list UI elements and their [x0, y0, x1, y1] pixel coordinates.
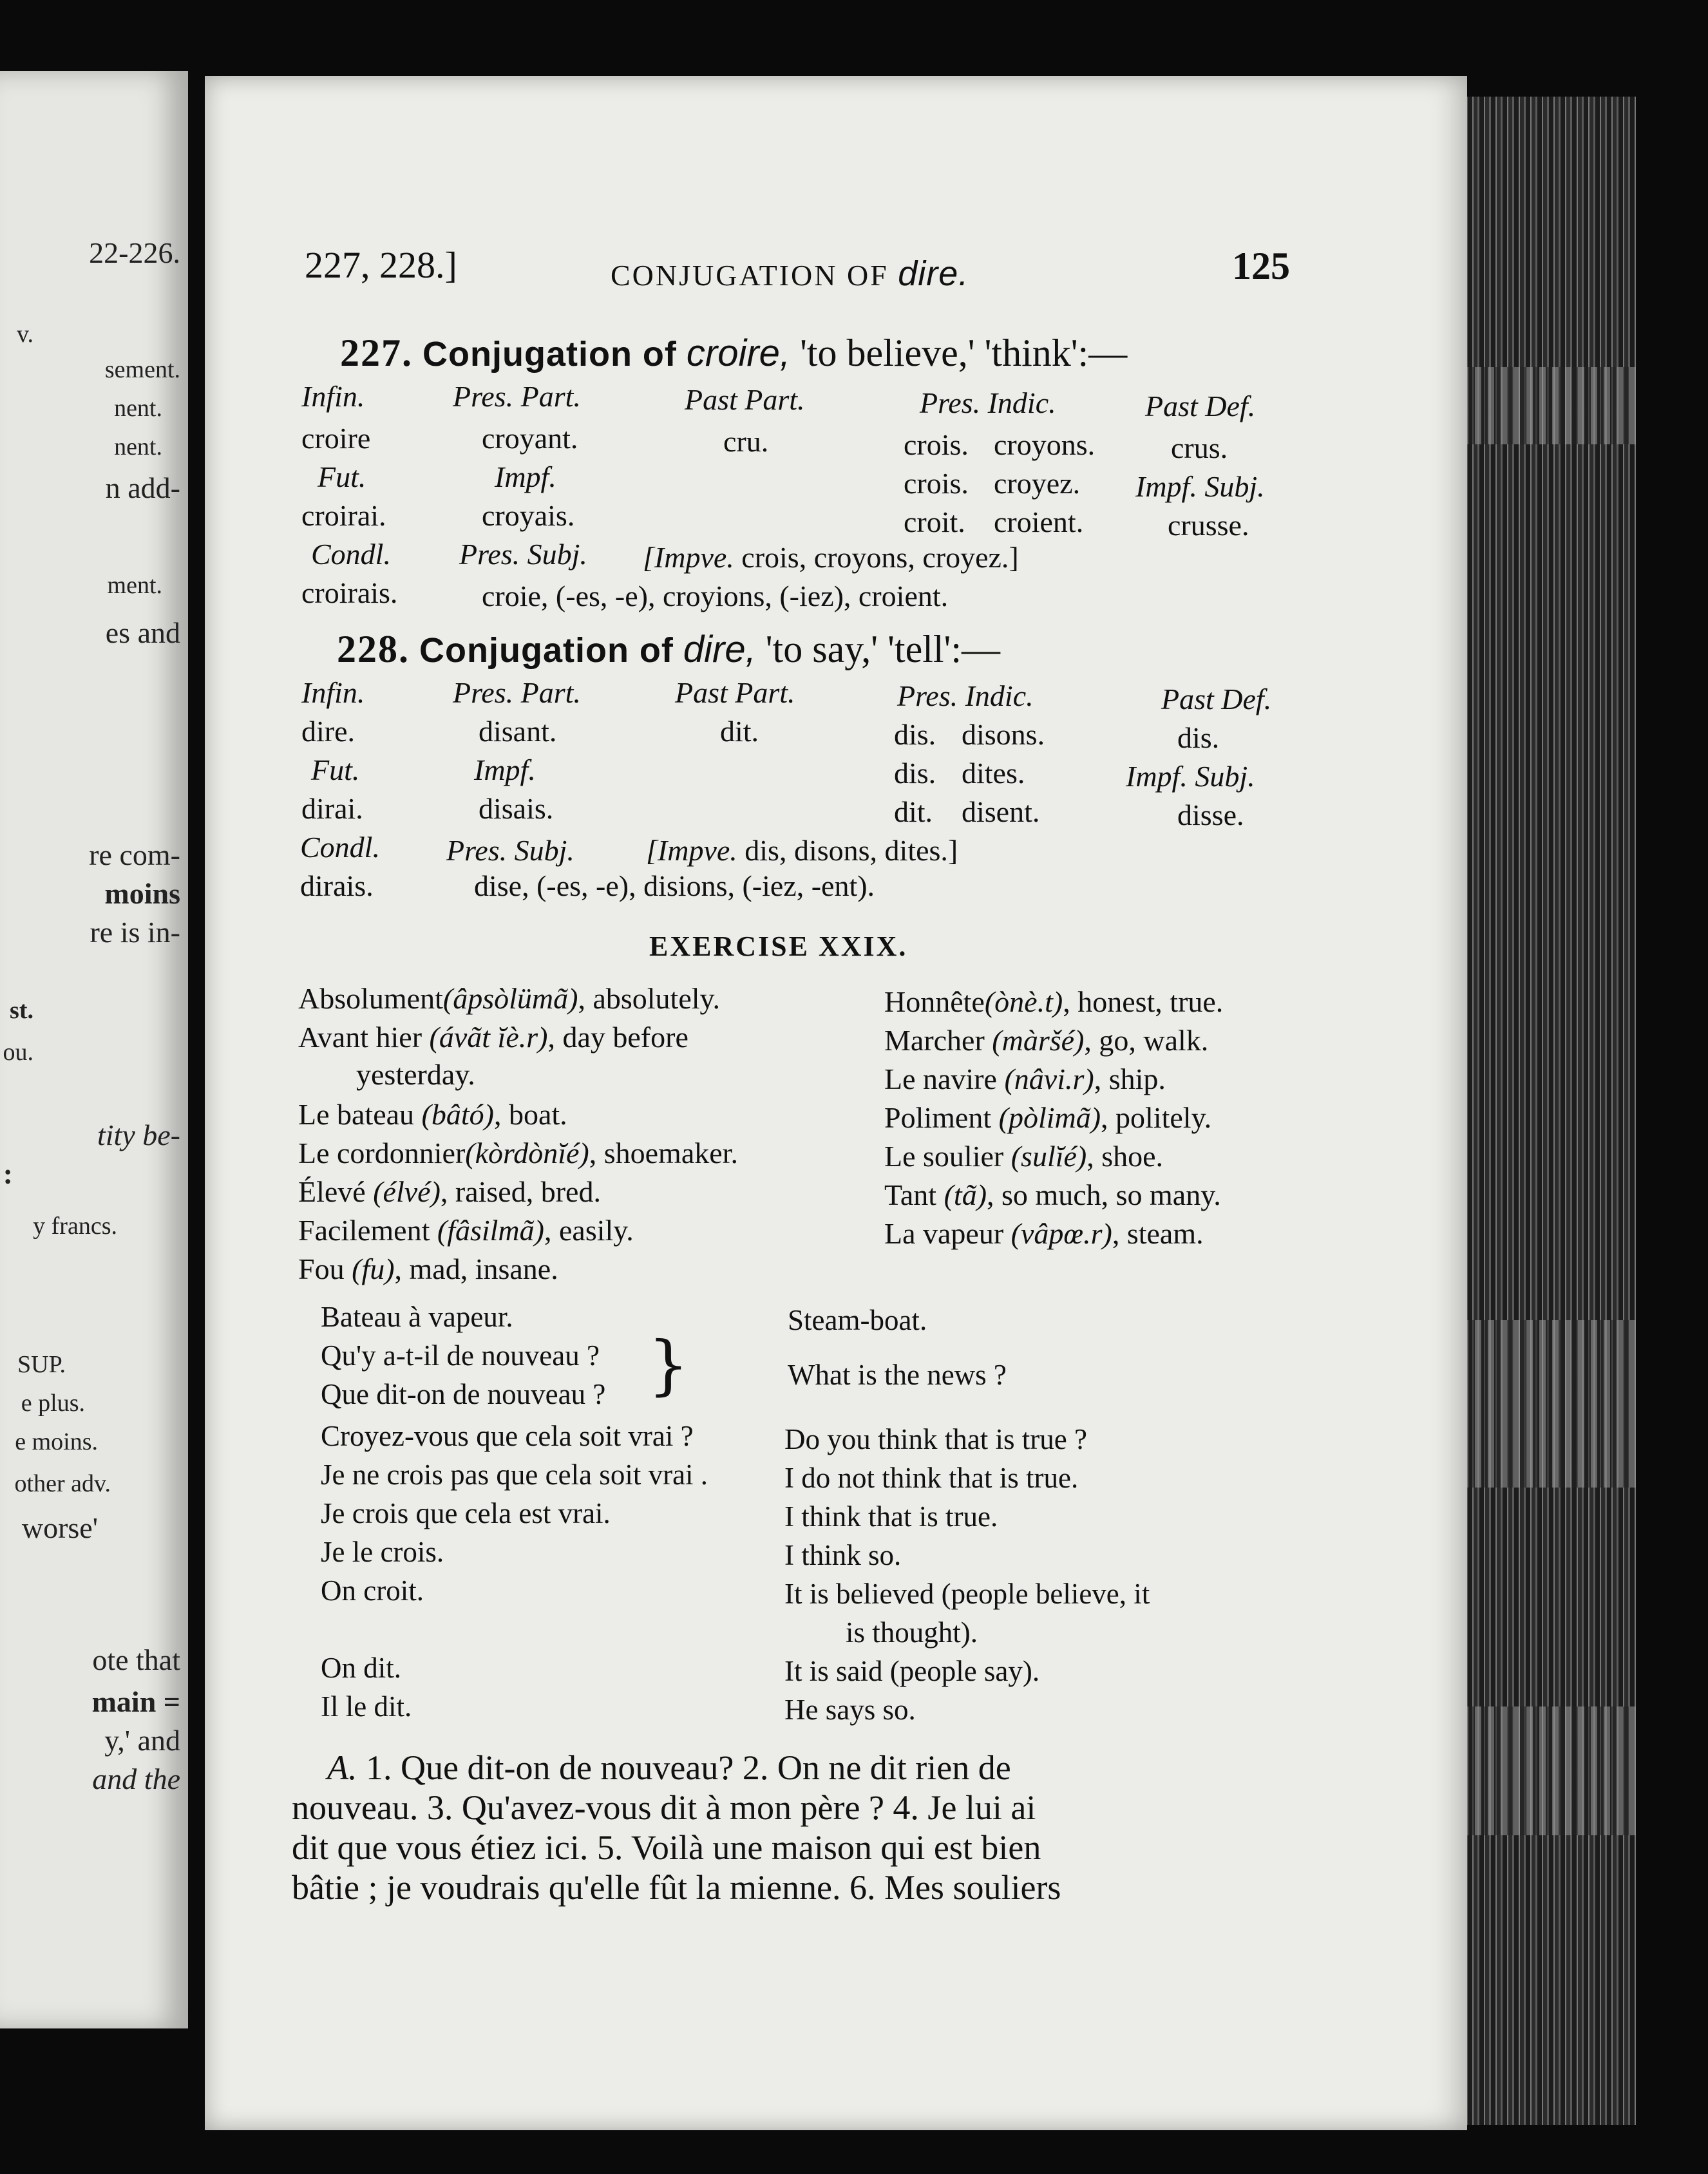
phrase-en: I think that is true. — [784, 1500, 998, 1533]
vocab-meaning: , mad, insane. — [394, 1252, 558, 1285]
vocab-pronunciation: (màršé) — [992, 1024, 1085, 1057]
impve-label: [Impve. — [643, 541, 734, 574]
hdr-infin: Infin. — [301, 380, 365, 413]
impf-subj-value: crusse. — [1168, 509, 1249, 542]
pres-subj-value: croie, (-es, -e), croyions, (-iez), croient. — [482, 580, 949, 612]
pres-indic-value: disons. — [962, 718, 1045, 751]
section-number: 228. — [337, 628, 410, 670]
condl-value: dirais. — [300, 869, 374, 902]
vocab-entry — [298, 1139, 738, 1168]
past-def-value: crus. — [1171, 431, 1228, 464]
vocab-entry — [884, 1103, 1211, 1133]
phrase-en: Steam-boat. — [788, 1304, 927, 1336]
vocab-word: Absolument — [298, 982, 443, 1015]
hdr-pres-part: Pres. Part. — [453, 676, 581, 709]
vocab-entry — [884, 1064, 1166, 1094]
running-head-section-range: 227, 228.] — [305, 244, 457, 286]
vocab-pronunciation: (sulĭé) — [1011, 1140, 1087, 1173]
vocab-meaning: , shoe. — [1086, 1140, 1164, 1173]
exercise-a-text: 1. Que dit-on de nouveau? 2. On ne dit rien de — [366, 1748, 1011, 1787]
pres-part-value: croyant. — [482, 422, 578, 455]
phrase-en: I think so. — [784, 1539, 902, 1571]
phrase-en: is thought). — [846, 1616, 978, 1649]
hdr-pres-indic: Pres. Indic. — [920, 386, 1056, 419]
left-fragment: and the — [92, 1763, 180, 1795]
pres-indic-value: disent. — [962, 795, 1040, 828]
pres-indic-value: croit. — [904, 506, 965, 538]
vocab-entry — [298, 1216, 634, 1245]
vocab-word: Marcher — [884, 1024, 985, 1057]
hdr-impf-subj: Impf. Subj. — [1135, 470, 1265, 503]
left-fragment: : — [3, 1157, 13, 1190]
hdr-fut: Fut. — [311, 753, 360, 786]
past-part-value: dit. — [720, 715, 759, 748]
pres-subj-value: dise, (-es, -e), disions, (-iez, -ent). — [474, 869, 875, 902]
left-fragment: n add- — [105, 471, 180, 504]
hdr-past-def: Past Def. — [1161, 683, 1272, 715]
left-fragment: main = — [91, 1685, 180, 1718]
vocab-pronunciation: (âpsòlümã) — [442, 982, 578, 1015]
vocab-pronunciation: (bâtó) — [421, 1098, 494, 1131]
vocab-meaning: , shoemaker. — [589, 1137, 738, 1169]
left-fragment: nent. — [114, 433, 162, 460]
vocab-word: Honnête — [884, 985, 985, 1018]
hdr-infin: Infin. — [301, 676, 365, 709]
adjacent-left-page — [0, 71, 188, 2028]
section-verb: dire, — [683, 629, 756, 670]
section-meaning: 'to believe,' 'think':— — [800, 332, 1128, 374]
vocab-entry — [884, 1219, 1204, 1249]
hdr-impf: Impf. — [495, 460, 556, 493]
right-brace: } — [648, 1327, 689, 1403]
left-fragment: e plus. — [21, 1390, 85, 1417]
vocab-word: Le soulier — [884, 1140, 1004, 1173]
hdr-fut: Fut. — [318, 460, 366, 493]
edge-band — [1462, 1320, 1636, 1488]
left-fragment: st. — [10, 997, 33, 1024]
infin-value: croire — [301, 422, 371, 455]
vocab-word: La vapeur — [884, 1217, 1004, 1250]
impve-label: [Impve. — [646, 834, 737, 867]
phrase-fr: On dit. — [321, 1652, 402, 1684]
vocab-entry — [298, 984, 720, 1014]
pres-indic-value: croient. — [994, 506, 1084, 538]
vocab-meaning: , so much, so many. — [987, 1178, 1221, 1211]
phrase-en: What is the news ? — [788, 1359, 1007, 1391]
vocab-word: Élevé — [298, 1175, 366, 1208]
impf-value: croyais. — [482, 499, 575, 532]
exercise-a-line — [292, 1790, 1036, 1825]
section-number: 227. — [340, 332, 413, 374]
page-number: 125 — [1232, 245, 1290, 287]
phrase-en: Do you think that is true ? — [784, 1423, 1087, 1455]
impf-value: disais. — [479, 792, 554, 825]
vocab-entry — [884, 1026, 1208, 1055]
phrase-en: It is believed (people believe, it — [784, 1578, 1150, 1610]
exercise-a-line — [327, 1750, 1011, 1785]
phrase-en: It is said (people say). — [784, 1655, 1040, 1687]
pres-indic-value: crois. — [904, 467, 969, 500]
impve-value: dis, disons, dites.] — [745, 834, 958, 867]
hdr-pres-part: Pres. Part. — [453, 380, 581, 413]
left-fragment: worse' — [21, 1511, 98, 1544]
pres-part-value: disant. — [479, 715, 557, 748]
vocab-meaning: , day before — [547, 1021, 688, 1054]
impve-value: crois, croyons, croyez.] — [741, 541, 1019, 574]
hdr-past-def: Past Def. — [1145, 390, 1256, 422]
vocab-meaning: , easily. — [544, 1214, 634, 1247]
pres-indic-value: croyons. — [994, 428, 1096, 461]
vocab-word: Tant — [884, 1178, 937, 1211]
section-verb: croire, — [686, 332, 791, 374]
fut-value: dirai. — [301, 792, 363, 825]
vocab-meaning: , honest, true. — [1063, 985, 1224, 1018]
impve-row — [643, 543, 1019, 572]
vocab-entry-continued — [356, 1060, 475, 1090]
past-def-value: dis. — [1177, 721, 1220, 754]
vocab-pronunciation: (ávãt ĭè.r) — [429, 1021, 548, 1054]
running-head-title — [611, 256, 969, 291]
vocab-word: Le cordonnier — [298, 1137, 466, 1169]
left-fragment: re is in- — [90, 916, 180, 949]
vocab-pronunciation: (fu) — [352, 1252, 395, 1285]
vocab-pronunciation: (kòrdònĭé) — [465, 1137, 589, 1169]
phrase-fr: Qu'y a-t-il de nouveau ? — [321, 1339, 600, 1372]
left-fragment: other adv. — [14, 1470, 111, 1497]
past-part-value: cru. — [723, 425, 769, 458]
impf-subj-value: disse. — [1177, 799, 1244, 831]
pres-indic-value: croyez. — [994, 467, 1081, 500]
hdr-impf-subj: Impf. Subj. — [1126, 760, 1255, 793]
left-fragment: y francs. — [33, 1213, 117, 1240]
pres-indic-value: dites. — [962, 757, 1025, 789]
book-page — [205, 76, 1467, 2130]
hdr-past-part: Past Part. — [685, 383, 805, 416]
left-fragment: e moins. — [15, 1428, 98, 1455]
left-fragment: SUP. — [17, 1351, 66, 1378]
phrase-en: I do not think that is true. — [784, 1462, 1079, 1494]
running-head-title-verb: dire. — [898, 254, 969, 293]
vocab-meaning: , go, walk. — [1084, 1024, 1209, 1057]
fut-value: croirai. — [301, 499, 386, 532]
vocab-entry — [884, 1142, 1163, 1171]
vocab-meaning: , absolutely. — [578, 982, 721, 1015]
phrase-en: He says so. — [784, 1694, 916, 1726]
vocab-word: Avant hier — [298, 1021, 422, 1054]
hdr-condl: Condl. — [311, 538, 391, 571]
vocab-entry — [298, 1100, 567, 1130]
pres-indic-value: crois. — [904, 428, 969, 461]
left-fragment: moins — [104, 877, 180, 910]
vocab-entry — [298, 1023, 688, 1052]
section-label: Conjugation of — [422, 335, 677, 373]
vocab-entry — [298, 1177, 601, 1207]
vocab-word: Le navire — [884, 1063, 997, 1095]
condl-value: croirais. — [301, 576, 398, 609]
left-fragment: sement. — [104, 356, 180, 383]
phrase-fr: Croyez-vous que cela soit vrai ? — [321, 1420, 694, 1452]
left-fragment: es and — [105, 616, 180, 649]
vocab-entry — [884, 1180, 1221, 1210]
hdr-pres-subj: Pres. Subj. — [459, 538, 587, 571]
vocab-meaning: , steam. — [1112, 1217, 1204, 1250]
exercise-a-text: dit que vous étiez ici. 5. Voilà une maison qui est bien — [292, 1828, 1041, 1867]
exercise-a-label: A. — [327, 1748, 357, 1787]
left-fragment: nent. — [114, 395, 162, 422]
left-fragment: y,' and — [104, 1724, 180, 1757]
left-fragment: 22-226. — [89, 236, 180, 269]
hdr-past-part: Past Part. — [675, 676, 795, 709]
vocab-word: Fou — [298, 1252, 345, 1285]
vocab-meaning: , politely. — [1101, 1101, 1212, 1134]
book-page-edges — [1462, 97, 1636, 2125]
vocab-word: Facilement — [298, 1214, 430, 1247]
edge-band — [1462, 367, 1636, 444]
left-fragment: v. — [16, 321, 33, 348]
vocab-meaning: yesterday. — [356, 1058, 475, 1091]
running-head-title-prefix: CONJUGATION OF — [611, 259, 889, 292]
phrase-fr: Je crois que cela est vrai. — [321, 1497, 611, 1529]
left-fragment: tity be- — [97, 1119, 180, 1151]
exercise-a-text: nouveau. 3. Qu'avez-vous dit à mon père ? 4. Je lui ai — [292, 1788, 1036, 1827]
vocab-word: Poliment — [884, 1101, 992, 1134]
left-fragment: ment. — [107, 572, 162, 599]
vocab-meaning: , boat. — [493, 1098, 567, 1131]
vocab-pronunciation: (fâsilmã) — [437, 1214, 544, 1247]
hdr-pres-indic: Pres. Indic. — [897, 679, 1034, 712]
vocab-word: Le bateau — [298, 1098, 415, 1131]
phrase-fr: Bateau à vapeur. — [321, 1301, 513, 1333]
pres-indic-value: dis. — [894, 757, 936, 789]
left-fragment: re com- — [89, 838, 180, 871]
exercise-title: EXERCISE XXIX. — [649, 931, 908, 962]
edge-band — [1462, 1706, 1636, 1835]
left-fragment: ou. — [3, 1039, 33, 1066]
phrase-fr: Je ne crois pas que cela soit vrai . — [321, 1459, 708, 1491]
pres-indic-value: dis. — [894, 718, 936, 751]
hdr-condl: Condl. — [300, 831, 380, 864]
vocab-pronunciation: (ònè.t) — [984, 985, 1063, 1018]
hdr-pres-subj: Pres. Subj. — [446, 834, 574, 867]
phrase-fr: Il le dit. — [321, 1690, 412, 1723]
phrase-fr: Que dit-on de nouveau ? — [321, 1378, 606, 1410]
vocab-entry — [298, 1254, 558, 1284]
pres-indic-value: dit. — [894, 795, 933, 828]
exercise-a-line — [292, 1870, 1061, 1905]
vocab-meaning: , raised, bred. — [440, 1175, 601, 1208]
vocab-pronunciation: (vâpœ.r) — [1011, 1217, 1112, 1250]
vocab-pronunciation: (nâvi.r) — [1004, 1063, 1094, 1095]
hdr-impf: Impf. — [474, 753, 536, 786]
exercise-a-line — [292, 1830, 1041, 1865]
exercise-a-text: bâtie ; je voudrais qu'elle fût la mienne. 6. Mes souliers — [292, 1868, 1061, 1907]
section-label: Conjugation of — [419, 631, 674, 670]
vocab-pronunciation: (élvé) — [373, 1175, 441, 1208]
infin-value: dire. — [301, 715, 356, 748]
phrase-fr: On croit. — [321, 1574, 424, 1607]
vocab-pronunciation: (pòlimã) — [998, 1101, 1101, 1134]
vocab-pronunciation: (tã) — [944, 1178, 987, 1211]
vocab-meaning: , ship. — [1094, 1063, 1166, 1095]
vocab-entry — [884, 987, 1223, 1017]
section-228-heading — [337, 630, 1000, 668]
impve-row — [646, 836, 958, 865]
left-fragment: ote that — [92, 1643, 180, 1676]
phrase-fr: Je le crois. — [321, 1536, 444, 1568]
section-meaning: 'to say,' 'tell':— — [765, 628, 1001, 670]
section-227-heading — [340, 334, 1127, 372]
